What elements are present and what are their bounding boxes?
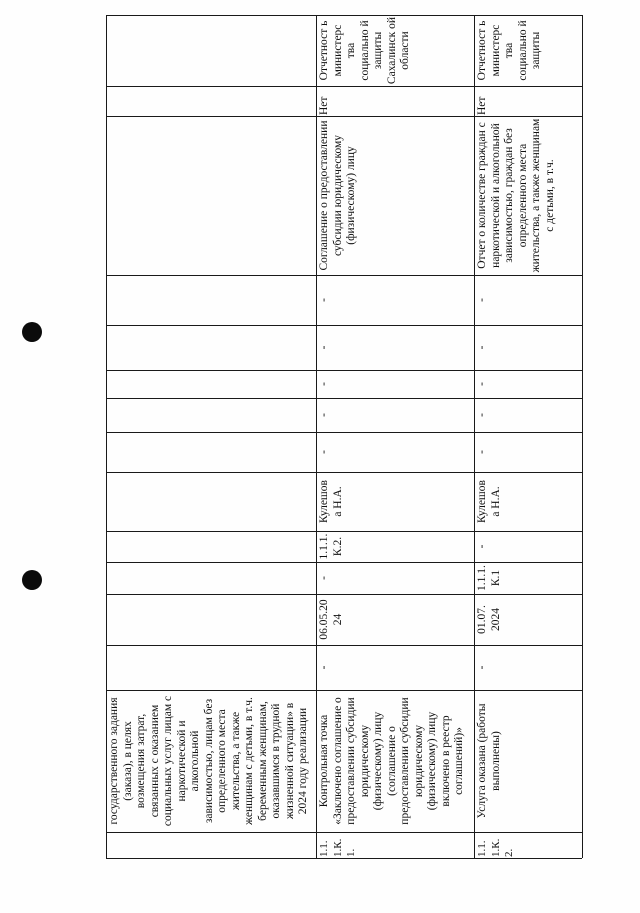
row-1-c4: 1.1.1. К.2. [318,533,344,560]
row-2-c9-cell [474,325,582,370]
row-2-name-cell [474,690,582,832]
row-1-id-cell [316,832,474,858]
row-1-c2: 06.05.20 24 [318,599,344,640]
row-1-c10-cell [316,275,474,325]
row-1-c5: Кулешов а Н.А. [318,480,344,523]
punch-hole-bottom [22,570,42,590]
row-2-c1-cell [474,645,582,690]
row-1-c7-cell [316,398,474,432]
row-2-c8-cell [474,370,582,398]
row-1-c12: Нет [318,96,330,115]
row-1-c3-cell [316,562,474,594]
row-1-c11: Соглашение о предоставлении субсидии юридическому (физическому) лицу [318,117,357,271]
row-2-c2-cell [474,594,582,645]
row-2-c12: Нет [476,96,488,115]
row-2-c5-cell [474,472,582,531]
grid-line [582,15,583,858]
row-0-name-cell [106,690,316,832]
row-2-c6: - [476,450,488,454]
row-2-c11-cell [474,116,582,275]
row-1-c11-cell [316,116,474,275]
row-2-c7: - [476,413,488,417]
row-2-c7-cell [474,398,582,432]
row-2-name: Услуга оказана (работы выполнены) [476,700,502,819]
row-2-c11: Отчет о количестве граждан с наркотической и алкогольной зависимостью, граждан без определенного места жительства, а также женщинам с детьми, в т.ч. [476,116,556,273]
row-1-c3: - [318,576,330,580]
row-2-c12-cell [474,86,582,116]
row-1-name: Контрольная точка «Заключено соглашение о предоставлении субсидии юридическому (физическому) лицу (соглашение о предоставлении субсидии юридическому (физическому) лицу включено в реестр соглашений)» [318,694,465,825]
row-1-c2-cell [316,594,474,645]
row-1-name-cell [316,690,474,832]
row-1-c6-cell [316,432,474,472]
row-2-c6-cell [474,432,582,472]
row-1-c9: - [318,345,330,350]
grid-line [106,858,582,859]
row-1-c5-cell [316,472,474,531]
row-1-c7: - [318,413,330,417]
row-1-c10: - [318,298,330,302]
row-1-c13-cell [316,15,474,86]
row-1-c8-cell [316,370,474,398]
row-0-name: государственного задания (заказа), в целях возмещения затрат, связанных с оказанием социальных услуг лицам с наркотической и алкогольной зависимостью, лицам без определенного места жительства, а также женщинам с детьми, в т.ч. беременным женщинам, оказавшимся в трудной жизненной ситуации» в 2024 году реализации [108,693,309,827]
row-1-c6: - [318,450,330,454]
row-1-c8: - [318,382,330,386]
row-2-c10-cell [474,275,582,325]
row-2-c10: - [476,298,488,302]
row-2-c3: 1.1.1. К.1 [476,565,502,591]
row-2-c9: - [476,345,488,350]
row-1-c13: Отчетност ь министерс тва социально й защиты Сахалинск ой области [318,15,411,85]
row-1-id: 1.1. 1.К. 1. [318,838,357,857]
row-2-id: 1.1. 1.К. 2. [476,838,515,857]
row-2-c13: Отчетност ь министерс тва социально й защиты [476,17,542,81]
row-2-c4: - [476,544,488,549]
punch-hole-top [22,322,42,342]
row-1-c12-cell [316,86,474,116]
row-2-c8: - [476,382,488,386]
row-2-c13-cell [474,15,582,86]
row-2-id-cell [474,832,582,858]
row-2-c5: Кулешов а Н.А. [476,480,502,523]
row-2-c1: - [476,665,488,670]
row-1-c1: - [318,665,330,670]
row-1-c4-cell [316,531,474,562]
row-1-c9-cell [316,325,474,370]
row-1-c1-cell [316,645,474,690]
row-2-c3-cell [474,562,582,594]
row-2-c2: 01.07. 2024 [476,605,502,634]
row-2-c4-cell [474,531,582,562]
